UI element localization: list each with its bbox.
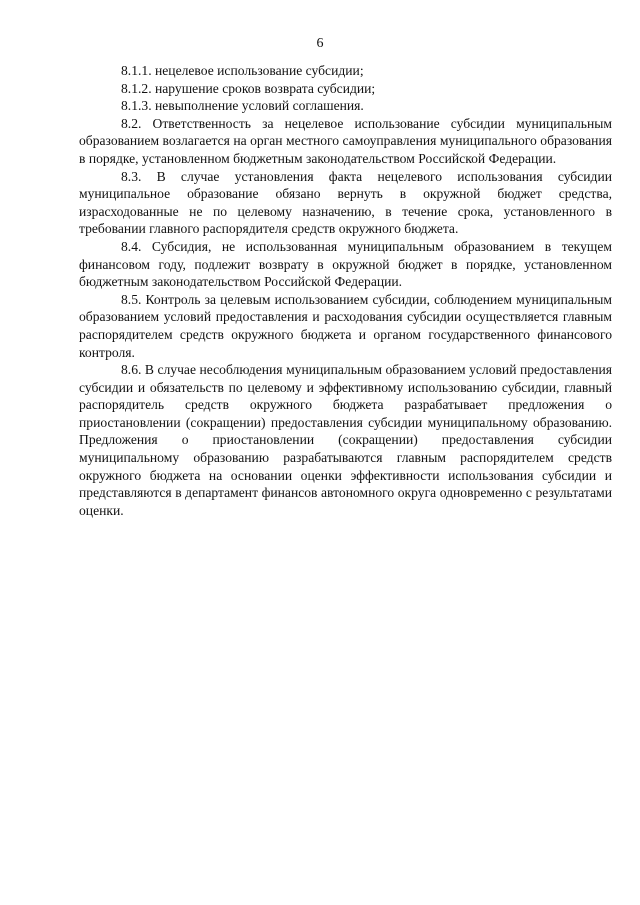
paragraph-8-6: 8.6. В случае несоблюдения муниципальным образованием условий предоставления субсидии и обязательств по целевому и эффективному использованию субсидии, главный распорядитель средств окружного бюджета разрабатывает предложения о приостановлении (сокращении) предоставления субсидии муниципальному образованию. Предложения о приостановлении (сокращении) предоставления субсидии муниципальному образованию разрабатываются главным распорядителем средств окружного бюджета на основании оценки эффективности использования субсидии и представляются в департамент финансов автономного округа одновременно с результатами оценки. (79, 362, 612, 518)
item-8-1-1: 8.1.1. нецелевое использование субсидии; (121, 63, 364, 78)
page-number: 6 (316, 36, 324, 51)
paragraph-8-4: 8.4. Субсидия, не использованная муниципальным образованием в текущем финансовом году, подлежит возврату в окружной бюджет в порядке, установленном бюджетным законодательством Российской Федерации. (79, 238, 612, 290)
paragraph-8-3: 8.3. В случае установления факта нецелевого использования субсидии муниципальное образование обязано вернуть в окружной бюджет средства, израсходованные не по целевому назначению, в течение срока, установленного в требовании главного распорядителя средств окружного бюджета. (79, 168, 612, 237)
paragraph-8-5: 8.5. Контроль за целевым использованием субсидии, соблюдением муниципальным образованием условий предоставления и расходования субсидии осуществляется главным распорядителем средств окружного бюджета и органом государственного финансового контроля. (79, 291, 612, 360)
document-body (79, 62, 612, 519)
paragraph-8-2: 8.2. Ответственность за нецелевое использование субсидии муниципальным образованием возлагается на орган местного самоуправления муниципального образования в порядке, установленном бюджетным законодательством Российской Федерации. (79, 115, 612, 166)
item-8-1-3: 8.1.3. невыполнение условий соглашения. (121, 98, 364, 114)
item-8-1-2: 8.1.2. нарушение сроков возврата субсидии; (121, 80, 376, 96)
